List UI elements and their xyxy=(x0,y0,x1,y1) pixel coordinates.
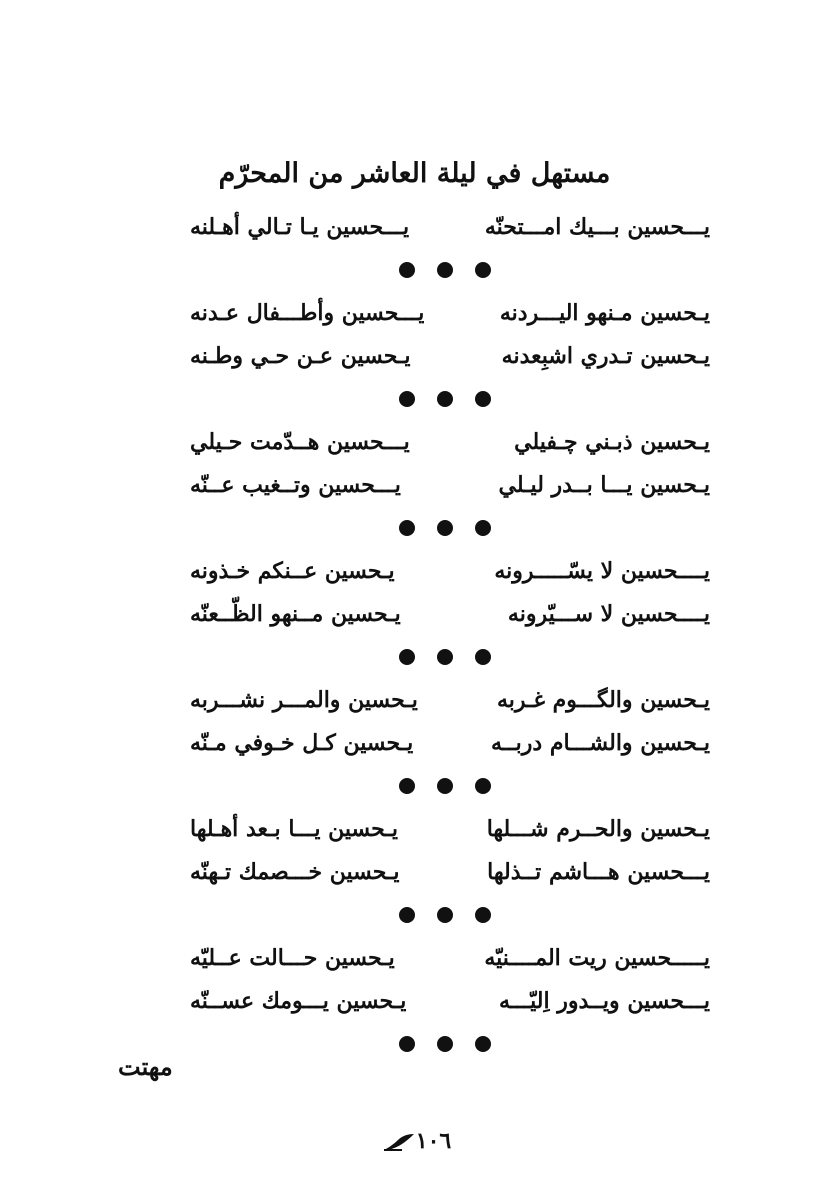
separator-dot xyxy=(437,262,453,278)
second-hemistich: يـحسين خـــصمك تـهنّه xyxy=(190,858,400,885)
poem-body xyxy=(190,205,710,1065)
separator-dot xyxy=(475,907,491,923)
second-hemistich: يـــحسين وتــغيب عــنّه xyxy=(190,471,401,498)
verse-line xyxy=(190,420,710,463)
first-hemistich: يـحسين ذبـني چـفيلي xyxy=(514,428,710,455)
first-hemistich: يـــحسين هـــاشم تــذلها xyxy=(487,858,710,885)
verse-line xyxy=(190,549,710,592)
separator-dot xyxy=(399,778,415,794)
verse-line xyxy=(190,334,710,377)
stanza-separator xyxy=(185,893,705,936)
first-hemistich: يـــــحسين ريت المــــنيّه xyxy=(484,944,710,971)
page-number: ١٠٦ xyxy=(415,1128,452,1154)
separator-dot xyxy=(437,391,453,407)
second-hemistich: يـــحسين يـا تـالي أهـلنه xyxy=(190,213,410,240)
verse-line xyxy=(190,205,710,248)
poem-title: مستهل في ليلة العاشر من المحرّم xyxy=(218,158,611,189)
second-hemistich: يـحسين والمـــر نشـــربه xyxy=(190,686,418,713)
separator-dot xyxy=(399,907,415,923)
second-hemistich: يـــحسين وأطـــفال عـدنه xyxy=(190,299,425,326)
first-hemistich: يـــحسين ويــدور اِليّـــه xyxy=(498,987,710,1014)
second-hemistich: يـحسين يـــومك عســنّه xyxy=(190,987,407,1014)
end-mark: مهتت xyxy=(118,1052,173,1081)
first-hemistich: يـــحسين بـــيك امـــتحنّه xyxy=(484,213,710,240)
separator-dot xyxy=(475,1036,491,1052)
first-hemistich: يـحسين مـنهو اليـــردنه xyxy=(499,299,710,326)
second-hemistich: يـحسين مــنهو الظّــعنّه xyxy=(190,600,401,627)
first-hemistich: يـحسين يـــا بــدر ليـلي xyxy=(498,471,710,498)
separator-dot xyxy=(437,649,453,665)
separator-dot xyxy=(437,907,453,923)
verse-line xyxy=(190,592,710,635)
stanza-separator xyxy=(185,1022,705,1065)
verse-line xyxy=(190,463,710,506)
verse-line xyxy=(190,979,710,1022)
separator-dot xyxy=(399,649,415,665)
first-hemistich: يـحسين تـدري اشبِعدنه xyxy=(501,342,710,369)
second-hemistich: يـحسين حـــالت عــليّه xyxy=(190,944,395,971)
first-hemistich: يـحسين والگـــوم غـربه xyxy=(496,686,710,713)
first-hemistich: يــــحسين لا ســـيّرونه xyxy=(507,600,710,627)
quill-icon xyxy=(382,1132,416,1152)
verse-line xyxy=(190,850,710,893)
separator-dot xyxy=(437,520,453,536)
separator-dot xyxy=(399,391,415,407)
second-hemistich: يـحسين عــنكم خـذونه xyxy=(190,557,395,584)
stanza-separator xyxy=(185,248,705,291)
verse-line xyxy=(190,807,710,850)
separator-dot xyxy=(475,262,491,278)
second-hemistich: يـحسين يـــا بـعد أهـلها xyxy=(190,815,398,842)
separator-dot xyxy=(437,778,453,794)
first-hemistich: يـحسين والحــرم شـــلها xyxy=(486,815,710,842)
first-hemistich: يـحسين والشـــام دربــه xyxy=(490,729,710,756)
stanza-separator xyxy=(185,506,705,549)
separator-dot xyxy=(437,1036,453,1052)
verse-line xyxy=(190,936,710,979)
second-hemistich: يـــحسين هــدّمت حـيلي xyxy=(190,428,410,455)
separator-dot xyxy=(475,391,491,407)
page-number-block xyxy=(0,1128,829,1154)
separator-dot xyxy=(399,520,415,536)
separator-dot xyxy=(399,262,415,278)
second-hemistich: يـحسين عـن حـي وطـنه xyxy=(190,342,411,369)
second-hemistich: يـحسين كـل خـوفي مـنّه xyxy=(190,729,414,756)
stanza-separator xyxy=(185,377,705,420)
separator-dot xyxy=(475,520,491,536)
first-hemistich: يــــحسين لا يسّـــــرونه xyxy=(494,557,710,584)
verse-line xyxy=(190,721,710,764)
verse-line xyxy=(190,291,710,334)
stanza-separator xyxy=(185,764,705,807)
verse-line xyxy=(190,678,710,721)
separator-dot xyxy=(399,1036,415,1052)
separator-dot xyxy=(475,778,491,794)
separator-dot xyxy=(475,649,491,665)
stanza-separator xyxy=(185,635,705,678)
